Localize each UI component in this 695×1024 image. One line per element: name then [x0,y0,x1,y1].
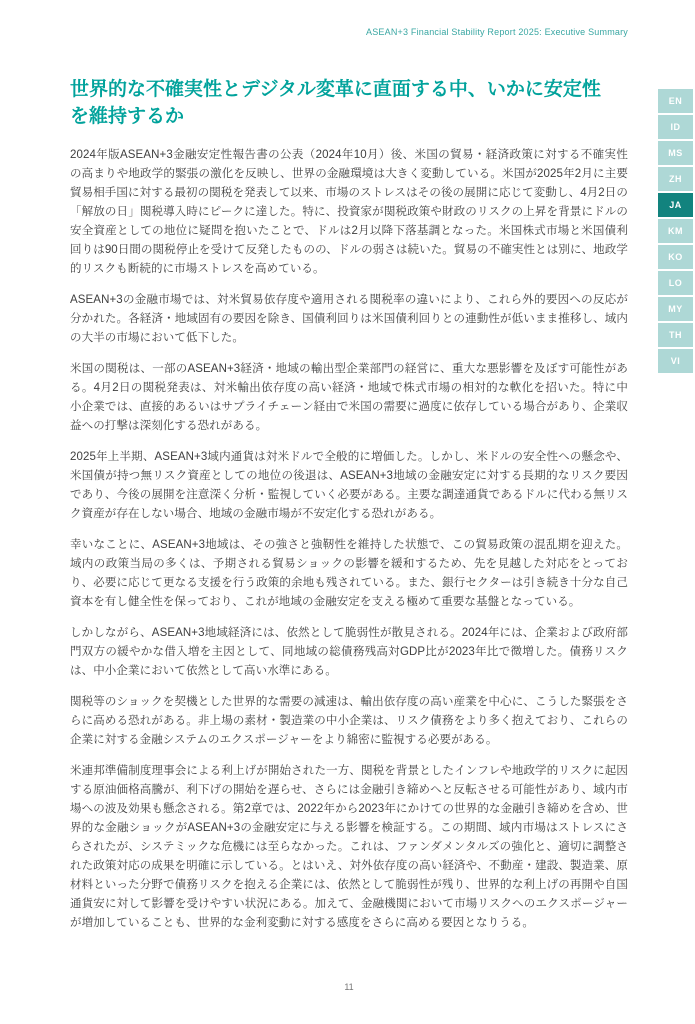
paragraph-2: ASEAN+3の金融市場では、対米貿易依存度や適用される関税率の違いにより、これら外的要因への反応が分かれた。各経済・地域固有の要因を除き、国債利回りは米国債利回りとの連動性が低いまま推移し、域内の大半の市場において低下した。 [70,294,628,344]
paragraph-8: 米連邦準備制度理事会による利上げが開始された一方、関税を背景としたインフレや地政学的リスクに起因する原油価格高騰が、利下げの開始を遅らせ、さらには金融引き締めへと反転させる可能性があり、域内市場への波及効果も懸念される。第2章では、2022年から2023年にかけての世界的な金融引き締めを含め、世界的な金融ショックがASEAN+3の金融安定に与える影響を検証する。この期間、域内市場はストレスにさらされたが、システミックな危機には至らなかった。これは、ファンダメンタルズの強化と、適切に調整された政策対応の成果を明確に示している。とはいえ、対外依存度の高い経済や、不動産・建設、製造業、原材料といった分野で債務リスクを抱える企業には、依然として脆弱性が残り、世界的な利上げの再開や自国通貨安に対して影響を受けやすい状況にある。加えて、金融機関において市場リスクへのエクスポージャーが増加していることも、世界的な金利変動に対する感度をさらに高める要因となりうる。 [70,765,628,929]
language-tab-vi[interactable]: VI [658,349,693,373]
page-title [70,76,628,130]
language-tab-my[interactable]: MY [658,297,693,321]
language-tab-lo[interactable]: LO [658,271,693,295]
report-header: ASEAN+3 Financial Stability Report 2025: Executive Summary [366,27,628,37]
paragraph-6: しかしながら、ASEAN+3地域経済には、依然として脆弱性が散見される。2024年には、企業および政府部門双方の緩やかな借入増を主因として、同地域の総債務残高対GDP比が2023年比で微増した。債務リスクは、中小企業において依然として高い水準にある。 [70,627,628,677]
language-sidebar [658,89,693,373]
paragraph-7: 関税等のショックを契機とした世界的な需要の減速は、輸出依存度の高い産業を中心に、こうした緊張をさらに高める恐れがある。非上場の素材・製造業の中小企業は、リスク債務をより多く抱えており、これらの企業に対する金融システムのエクスポージャーをより綿密に監視する必要がある。 [70,696,628,746]
page-title-line-1: 世界的な不確実性とデジタル変革に直面する中、いかに安定性 [70,79,601,100]
language-tab-id[interactable]: ID [658,115,693,139]
language-tab-km[interactable]: KM [658,219,693,243]
language-tab-th[interactable]: TH [658,323,693,347]
paragraph-1: 2024年版ASEAN+3金融安定性報告書の公表（2024年10月）後、米国の貿易・経済政策に対する不確実性の高まりや地政学的緊張の激化を反映し、世界の金融環境は大きく変動している。米国が2025年2月に主要貿易相手国に対する最初の関税を発表して以来、市場のストレスはその後の展開に応じて変動し、4月2日の「解放の日」関税導入時にピークに達した。特に、投資家が関税政策や財政のリスクの上昇を背景にドルの安全資産としての地位に疑問を抱いたことで、ドルは2月以降下落基調となった。米国株式市場と米国債利回りは90日間の関税停止を受けて反発したものの、ドルの弱さは続いた。貿易の不確実性とは別に、地政学的リスクも断続的に市場ストレスを高めている。 [70,149,628,275]
paragraph-4: 2025年上半期、ASEAN+3域内通貨は対米ドルで全般的に増価した。しかし、米ドルの安全性への懸念や、米国債が持つ無リスク資産としての地位の後退は、ASEAN+3地域の金融安定に対する長期的なリスク要因であり、今後の展開を注意深く分析・監視していく必要がある。主要な調達通貨であるドルに代わる無リスク資産が存在しない場合、地域の金融市場が不安定化する恐れがある。 [70,451,628,520]
page-number: 11 [344,982,354,992]
paragraph-5: 幸いなことに、ASEAN+3地域は、その強さと強靭性を維持した状態で、この貿易政策の混乱期を迎えた。域内の政策当局の多くは、予期される貿易ショックの影響を緩和するため、先を見越した対応をとっており、必要に応じて更なる支援を行う政策的余地も残されている。また、銀行セクターは引き続き十分な自己資本を有し健全性を保っており、これが地域の金融安定を支える極めて重要な基盤となっている。 [70,539,628,608]
language-tab-ja[interactable]: JA [658,193,693,217]
paragraph-3: 米国の関税は、一部のASEAN+3経済・地域の輸出型企業部門の経営に、重大な悪影響を及ぼす可能性がある。4月2日の関税発表は、対米輸出依存度の高い経済・地域で株式市場の相対的な軟化を招いた。特に中小企業では、直接的あるいはサプライチェーン経由で米国の需要に過度に依存している場合があり、企業収益への打撃は深刻化する恐れがある。 [70,363,628,432]
article-content [70,76,628,945]
page-title-line-2: を維持するか [70,106,185,127]
language-tab-ko[interactable]: KO [658,245,693,269]
body-text [70,146,628,933]
language-tab-zh[interactable]: ZH [658,167,693,191]
language-tab-ms[interactable]: MS [658,141,693,165]
language-tab-en[interactable]: EN [658,89,693,113]
